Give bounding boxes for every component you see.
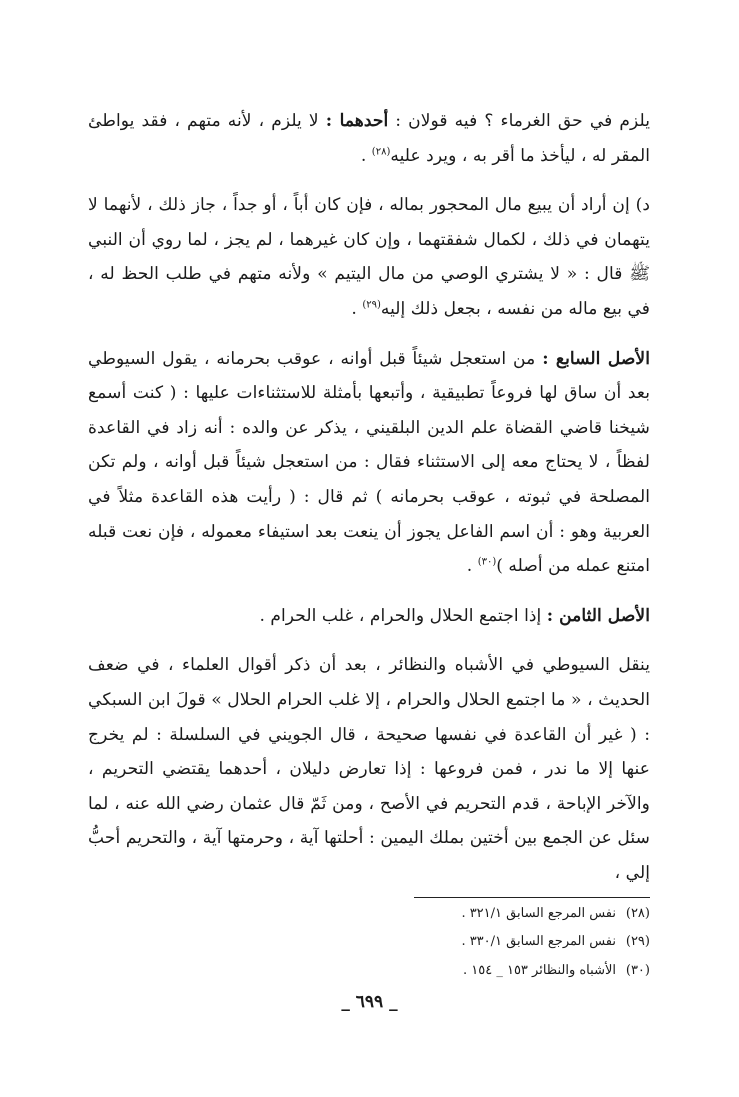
paragraph-1-text: يلزم في حق الغرماء ؟ فيه قولان : أحدهما : لا يلزم ، لأنه متهم ، فقد يواطئ المقر له ، ليأخذ ما أقر به ، ويرد عليه <box>88 111 650 166</box>
paragraph-2-text: د) إن أراد أن يبيع مال المحجور بماله ، فإن كان أباً ، أو جداً ، جاز ذلك ، لأنهما لا يتهمان في ذلك ، لكمال شفقتهما ، وإن كان غيرهما ، لم يجز ، لما روي أن النبي ﷺ قال : « لا يشتري الوصي من مال اليتيم » ولأنه متهم في طلب الحظ له ، في بيع ماله من نفسه ، بجعل ذلك إليه <box>88 195 650 319</box>
footnote-28-number: (٢٨) <box>625 906 650 921</box>
footnote-30 <box>350 963 650 978</box>
paragraph-3-text: من استعجل شيئاً قبل أوانه ، عوقب بحرمانه ، يقول السيوطي بعد أن ساق لها فروعاً تطبيقية ، وأتبعها بأمثلة للاستثناءات عليها : ( كنت أسمع شيخنا قاضي القضاة علم الدين البلقيني ، يذكر عن والده : أنه زاد في القاعدة لفظاً ، لا يحتاج معه إلى الاستثناء فقال : من استعجل شيئاً قبل أوانه ، ولم تكن المصلحة في ثبوته ، عوقب بحرمانه ) ثم قال : ( رأيت هذه القاعدة مثلاً في العربية وهو : أن اسم الفاعل يجوز أن ينعت بعد استيفاء معموله ، فإن نعت قبله امتنع عمله من أصله ) <box>88 348 650 577</box>
ahaduhuma-label: أحدهما : <box>325 111 389 131</box>
paragraph-4 <box>88 599 650 634</box>
heading-asl-thamin: الأصل الثامن : <box>546 605 650 626</box>
footnote-30-text: الأشباه والنظائر ١٥٣ _ ١٥٤ . <box>462 963 616 978</box>
paragraph-5-text: ينقل السيوطي في الأشباه والنظائر ، بعد أن ذكر أقوال العلماء ، في ضعف الحديث ، « ما اجتمع الحلال والحرام ، إلا غلب الحرام الحلال » قولَ ابن السبكي : ( غير أن القاعدة في نفسها صحيحة ، قال الجويني في السلسلة : لم يخرج عنها إلا ما ندر ، فمن فروعها : إذا تعارض دليلان ، أحدهما يقتضي التحريم ، والآخر الإباحة ، قدم التحريم في الأصح ، ومن ثَمّ قال عثمان رضي الله عنه ، لما سئل عن الجمع بين أختين بملك اليمين : أحلتها آية ، وحرمتها آية ، والتحريم أحبُّ إلي ، <box>88 655 650 883</box>
heading-asl-sabi: الأصل السابع : <box>542 348 651 369</box>
page-number: _ ٦٩٩ _ <box>341 992 398 1012</box>
main-text-block <box>88 104 650 890</box>
footnote-ref-29: (٢٩) <box>362 299 381 311</box>
paragraph-1: يلزم في حق الغرماء ؟ فيه قولان : أحدهما : لا يلزم ، لأنه متهم ، فقد يواطئ المقر له ، ليأخذ ما أقر به ، ويرد عليه$^{(٢٨)}$ . <box>88 111 650 166</box>
footnote-ref-28: (٢٨) <box>371 145 391 157</box>
paragraph-3: الأصل السابع : من استعجل شيئاً قبل أوانه ، عوقب بحرمانه ، يقول السيوطي بعد أن ساق لها فروعاً تطبيقية ، وأتبعها بأمثلة للاستثناءات عليها : ( كنت أسمع شيخنا قاضي القضاة علم الدين البلقيني ، يذكر عن والده : أنه زاد في القاعدة لفظاً ، لا يحتاج معه إلى الاستثناء فقال : من استعجل شيئاً قبل أوانه ، ولم تكن المصلحة في ثبوته ، عوقب بحرمانه ) ثم قال : ( رأيت هذه القاعدة مثلاً في العربية وهو : أن اسم الفاعل يجوز أن ينعت بعد استيفاء معموله ، فإن نعت قبله امتنع عمله من أصله )$^{(٣٠)}$ . <box>88 348 651 577</box>
footnote-28 <box>350 906 650 921</box>
footnote-30-number: (٣٠) <box>625 963 650 978</box>
paragraph-5 <box>88 648 650 890</box>
paragraph-4-text: إذا اجتمع الحلال والحرام ، غلب الحرام . <box>259 605 542 626</box>
footnote-ref-30: (٣٠) <box>477 556 497 568</box>
footnote-28-text: نفس المرجع السابق ٣٢١/١ . <box>461 906 616 921</box>
footnote-divider <box>414 897 650 898</box>
footnote-29 <box>350 934 650 949</box>
footnote-29-text: نفس المرجع السابق ٣٣٠/١ . <box>461 934 616 949</box>
paragraph-2: د) إن أراد أن يبيع مال المحجور بماله ، فإن كان أباً ، أو جداً ، جاز ذلك ، لأنهما لا يتهمان في ذلك ، لكمال شفقتهما ، وإن كان غيرهما ، لم يجز ، لما روي أن النبي ﷺ قال : « لا يشتري الوصي من مال اليتيم » ولأنه متهم في طلب الحظ له ، في بيع ماله من نفسه ، بجعل ذلك إليه$^{(٢٩)}$ . <box>88 195 650 319</box>
footnote-29-number: (٢٩) <box>625 934 650 949</box>
